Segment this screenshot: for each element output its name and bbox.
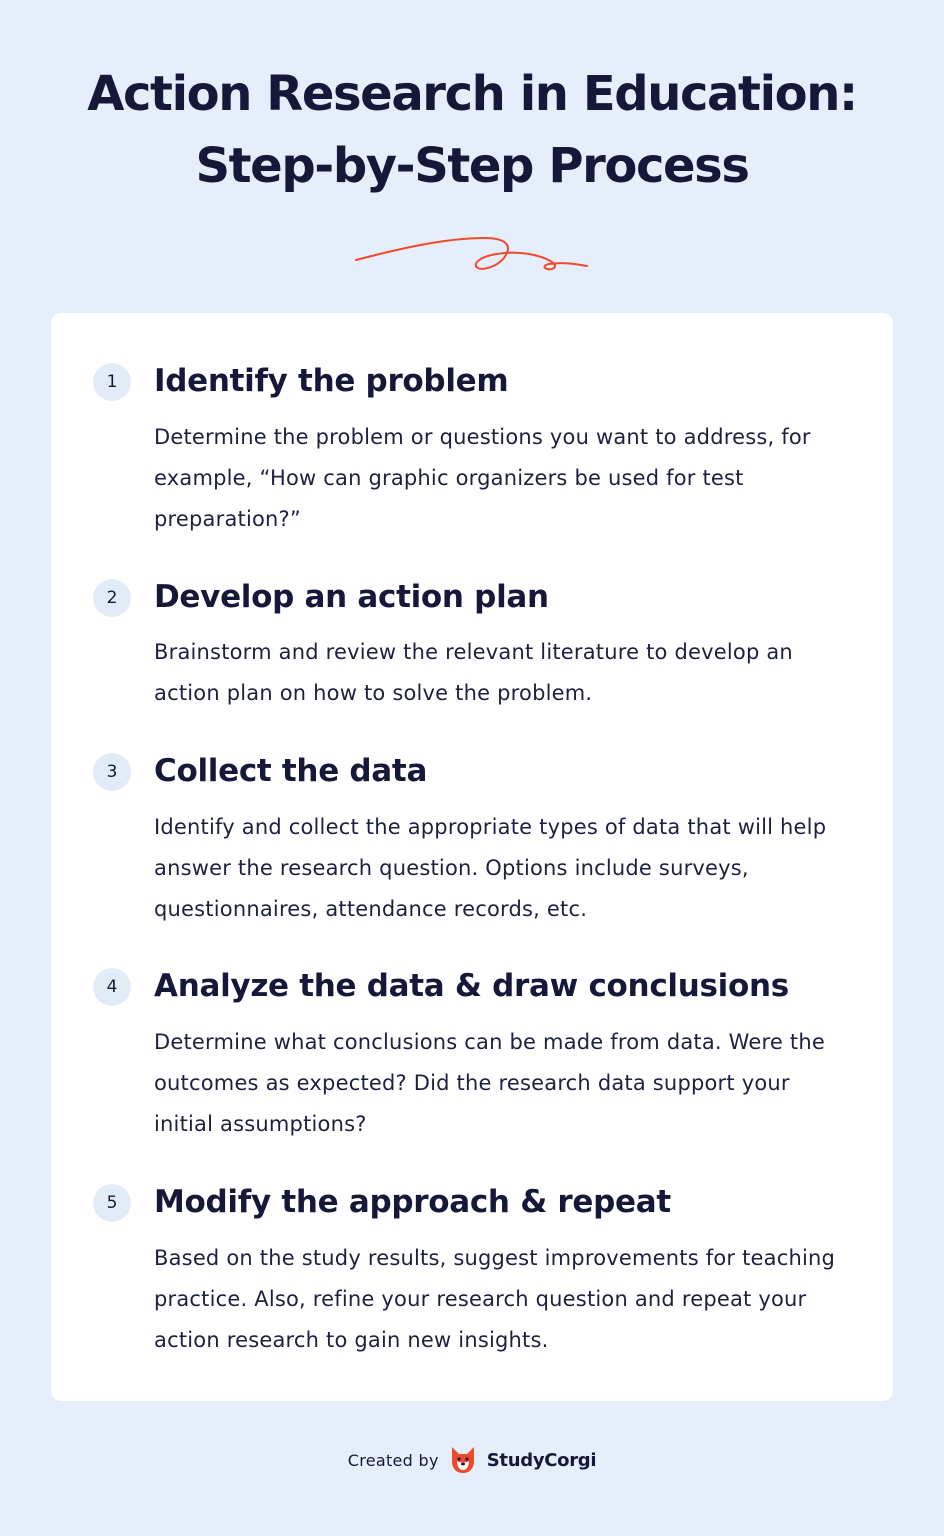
decorative-squiggle-icon [354,230,590,276]
step-description: Brainstorm and review the relevant literature to develop an action plan on how to solve the problem. [154,640,793,705]
step-title: Develop an action plan [154,579,549,615]
steps-card [51,313,893,1401]
step-description: Determine what conclusions can be made from data. Were the outcomes as expected? Did the research data support your initial assumptions? [154,1030,825,1136]
brand-name: StudyCorgi [486,1449,597,1471]
footer-credit [0,1440,944,1480]
title-line-1: Action Research in Education: [87,66,857,122]
step-description: Determine the problem or questions you want to address, for example, “How can graphic organizers be used for test preparation?” [154,425,811,531]
corgi-logo-icon [449,1445,477,1475]
step-description: Based on the study results, suggest improvements for teaching practice. Also, refine your research question and repeat your action research to gain new insights. [154,1246,836,1352]
page-title [0,58,944,202]
created-by-label: Created by [347,1450,439,1470]
step-title: Modify the approach & repeat [154,1184,671,1220]
step-title: Identify the problem [154,363,509,399]
step-number-badge: 3 [93,753,131,791]
step-description: Identify and collect the appropriate types of data that will help answer the research question. Options include surveys, questionnaires, attendance records, etc. [154,815,827,921]
step-number-badge: 2 [93,579,131,617]
step-number-badge: 5 [93,1184,131,1222]
step-number-badge: 1 [93,363,131,401]
step-title: Analyze the data & draw conclusions [154,968,789,1004]
title-line-2: Step-by-Step Process [195,138,749,194]
step-number-badge: 4 [93,968,131,1006]
step-title: Collect the data [154,753,428,789]
